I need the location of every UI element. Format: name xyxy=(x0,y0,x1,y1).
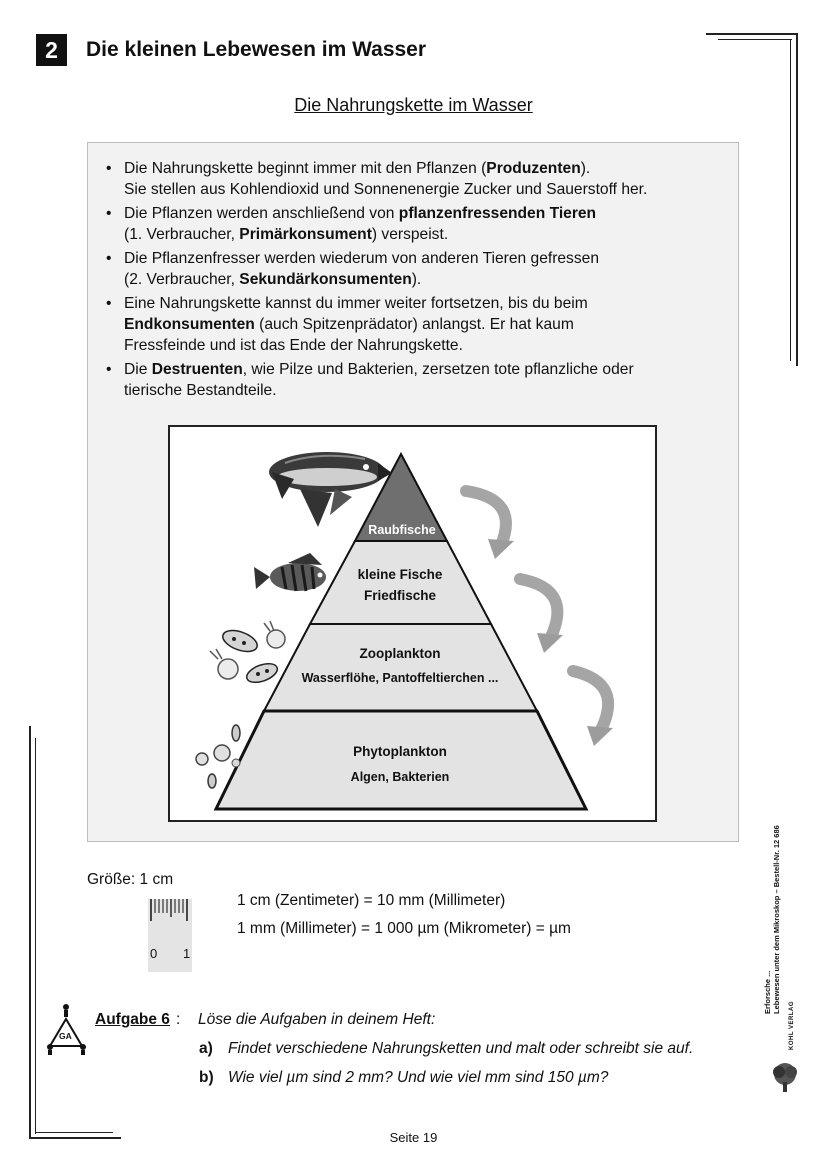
task-item-b: b) Wie viel µm sind 2 mm? Und wie viel mm sind 150 µm? xyxy=(199,1069,609,1086)
food-pyramid-diagram xyxy=(168,425,657,822)
zooplankton-icon xyxy=(210,621,285,686)
ruler-icon xyxy=(148,899,192,972)
frame-line-right-inner xyxy=(790,39,791,361)
bullet-item: • Die Destruenten, wie Pilze und Bakterien, zersetzen tote pflanzliche oder tierische Bestandteile. xyxy=(102,359,727,401)
info-box xyxy=(87,142,739,842)
pyramid-graphic xyxy=(170,427,655,820)
task-instruction: Löse die Aufgaben in deinem Heft: xyxy=(198,1011,436,1028)
pyramid-layer-phytoplankton xyxy=(216,711,586,809)
frame-line-left xyxy=(29,726,31,1139)
size-label: Größe: 1 cm xyxy=(87,871,174,888)
conversion-cm: 1 cm (Zentimeter) = 10 mm (Millimeter) xyxy=(237,892,506,909)
frame-line-right xyxy=(796,33,798,366)
page-title: Die kleinen Lebewesen im Wasser xyxy=(86,38,427,61)
task-title: Aufgabe 6 xyxy=(95,1011,170,1028)
pyramid-layer-zooplankton xyxy=(264,624,537,711)
ruler-label-0: 0 xyxy=(150,946,158,961)
pyramid-label-raubfische: Raubfische xyxy=(368,523,436,537)
ruler-label-1: 1 xyxy=(183,946,191,961)
frame-line-top-right-inner xyxy=(718,39,792,40)
conversion-mm: 1 mm (Millimeter) = 1 000 µm (Mikrometer) = µm xyxy=(237,920,571,937)
pyramid-label-zooplankton-examples: Wasserflöhe, Pantoffeltierchen ... xyxy=(301,671,499,685)
chapter-number: 2 xyxy=(36,34,67,66)
section-subtitle: Die Nahrungskette im Wasser xyxy=(294,95,533,115)
bullet-list xyxy=(102,158,727,404)
group-work-icon xyxy=(46,1001,88,1060)
task-colon: : xyxy=(176,1011,181,1028)
page-number: Seite 19 xyxy=(389,1130,438,1145)
publisher-name: KOHL VERLAG xyxy=(789,1000,795,1050)
bullet-item: • Eine Nahrungskette kannst du immer weiter fortsetzen, bis du beim Endkonsumenten (auch Spitzenprädator) anlangst. Er hat kaum Fressfeinde und ist das Ende der Nahrungskette. xyxy=(102,293,727,356)
bullet-item: • Die Pflanzenfresser werden wiederum von anderen Tieren gefressen (2. Verbraucher, Sekundärkonsumenten). xyxy=(102,248,727,290)
frame-line-top-right xyxy=(706,33,798,35)
group-work-label: GA xyxy=(59,1031,72,1041)
pyramid-label-phytoplankton-examples: Algen, Bakterien xyxy=(350,770,450,784)
pyramid-label-phytoplankton: Phytoplankton xyxy=(353,744,447,759)
task-item-a: a) Findet verschiedene Nahrungsketten und malt oder schreibt sie auf. xyxy=(199,1040,694,1057)
bullet-item: • Die Pflanzen werden anschließend von pflanzenfressenden Tieren (1. Verbraucher, Primärkonsument) verspeist. xyxy=(102,203,727,245)
frame-line-left-inner xyxy=(35,738,36,1134)
pyramid-layer-kleine-fische xyxy=(310,541,491,624)
publisher-logo xyxy=(769,1000,801,1099)
pyramid-label-friedfische: Friedfische xyxy=(363,588,437,603)
bullet-item: • Die Nahrungskette beginnt immer mit den Pflanzen (Produzenten). Sie stellen aus Kohlendioxid und Sonnenenergie Zucker und Sauerstoff her. xyxy=(102,158,727,200)
side-imprint: Erforsche ... Lebewesen unter dem Mikroskop – Bestell-Nr. 12 686 xyxy=(763,825,781,1014)
pyramid-label-zooplankton: Zooplankton xyxy=(359,646,441,661)
perch-icon xyxy=(254,553,326,591)
pyramid-label-kleine-fische: kleine Fische xyxy=(357,567,443,582)
